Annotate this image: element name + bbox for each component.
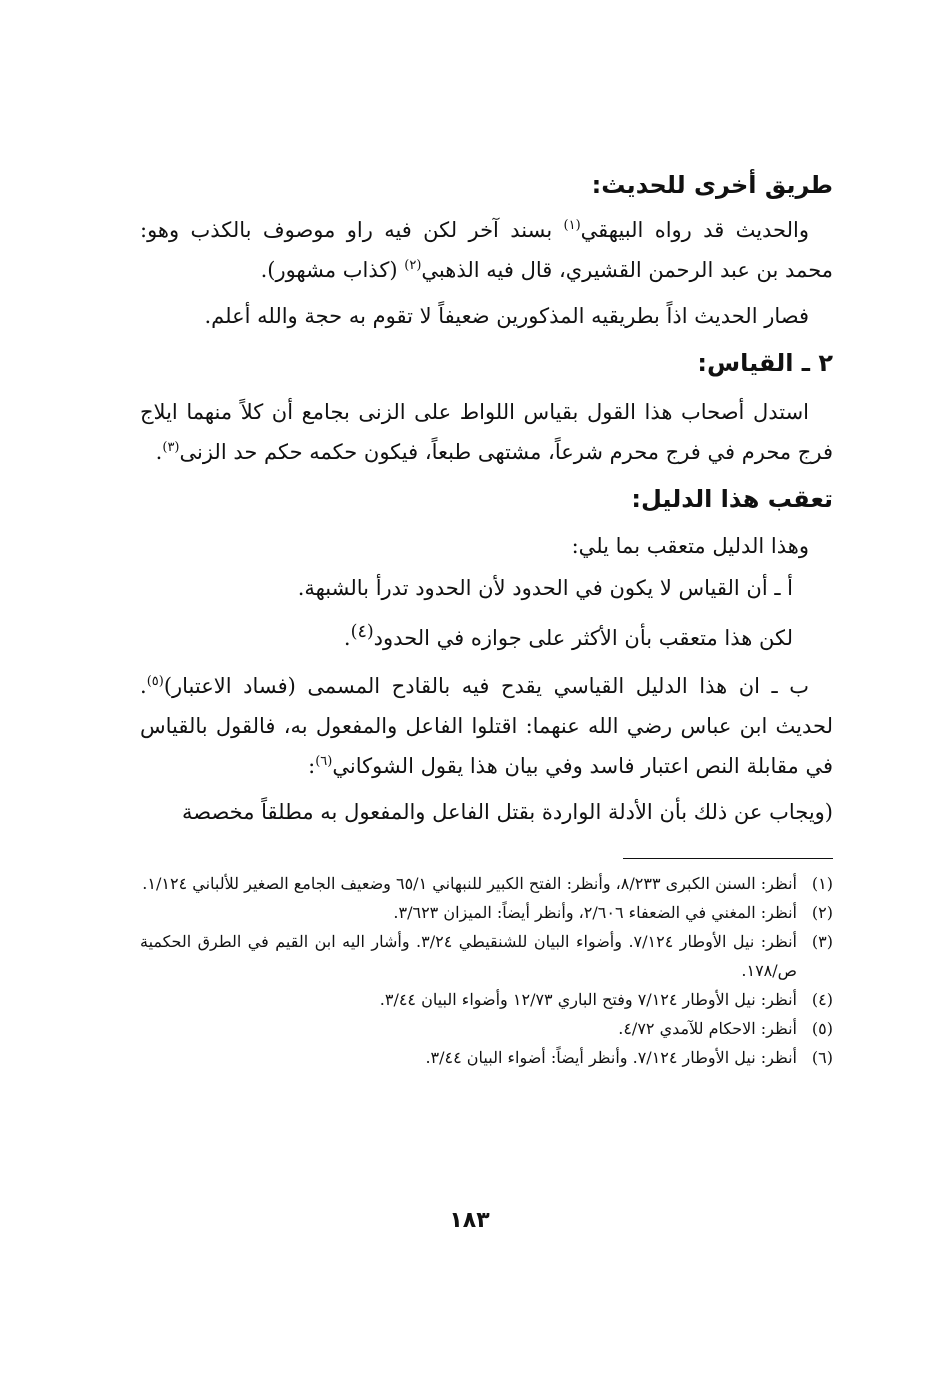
- footnote-number: (١): [811, 874, 833, 893]
- footnote-number: (٤): [811, 990, 833, 1009]
- footnote-text: أنظر: نيل الأوطار ٧/١٢٤. وأضواء البيان للشنقيطي ٣/٢٤. وأشار اليه ابن القيم في الطرق الحكمية ص/١٧٨.: [140, 932, 797, 980]
- footnote-text: أنظر: نيل الأوطار ٧/١٢٤. وأنظر أيضاً: أضواء البيان ٣/٤٤.: [425, 1048, 797, 1067]
- paragraph-text: .: [155, 440, 163, 464]
- list-item-a: أ ـ أن القياس لا يكون في الحدود لأن الحدود تدرأ بالشبهة.: [297, 576, 793, 600]
- heading-critique: تعقب هذا الدليل:: [631, 485, 833, 513]
- paragraph-text: ب ـ ان هذا الدليل القياسي يقدح فيه بالقادح المسمى (فساد الاعتبار): [163, 674, 809, 698]
- footnote-ref-6: (٦): [315, 754, 333, 769]
- paragraph-critique-intro: وهذا الدليل متعقب بما يلي:: [571, 534, 809, 558]
- footnote-ref-4: (٤): [350, 622, 374, 642]
- page-number: ١٨٣: [449, 1208, 490, 1233]
- footnote-item: [140, 927, 833, 985]
- paragraph-shawkani-quote: (ويجاب عن ذلك بأن الأدلة الواردة بقتل الفاعل والمفعول به مطلقاً مخصصة: [182, 800, 833, 824]
- footnote-number: (٢): [811, 903, 833, 922]
- paragraph-text: .: [343, 626, 351, 650]
- footnote-text: أنظر: السنن الكبرى ٨/٢٣٣، وأنظر: الفتح الكبير للنبهاني ٦٥/١ وضعيف الجامع الصغير للألباني ١/١٢٤.: [142, 874, 797, 893]
- footnotes: [140, 869, 833, 1072]
- paragraph-bayhaqi-narration: [140, 210, 833, 290]
- paragraph-text: :: [308, 754, 316, 778]
- paragraph-text: . لحديث ابن عباس رضي الله عنهما: اقتلوا الفاعل والمفعول به، فالقول بالقياس في مقابلة النص اعتبار فاسد وفي بيان هذا يقول الشوكاني: [140, 674, 833, 778]
- footnote-number: (٦): [811, 1048, 833, 1067]
- footnote-item: [140, 985, 833, 1014]
- footnote-text: أنظر: المغني في الضعفاء ٢/٦٠٦، وأنظر أيضاً: الميزان ٣/٦٢٣.: [393, 903, 797, 922]
- footnote-text: أنظر: نيل الأوطار ٧/١٢٤ وفتح الباري ١٢/٧٣ وأضواء البيان ٣/٤٤.: [379, 990, 797, 1009]
- paragraph-text: بسند آخر لكن فيه راو موصوف بالكذب وهو: محمد بن عبد الرحمن القشيري، قال فيه الذهبي: [140, 218, 833, 282]
- footnote-number: (٣): [811, 932, 833, 951]
- footnote-ref-2: (٢): [404, 258, 422, 273]
- list-item-b: [140, 666, 833, 786]
- paragraph-text: (كذاب مشهور).: [260, 258, 405, 282]
- footnote-divider: [623, 858, 833, 859]
- footnote-text: أنظر: الاحكام للآمدي ٤/٧٢.: [618, 1019, 797, 1038]
- heading-another-chain: طريق أخرى للحديث:: [591, 171, 833, 199]
- footnote-item: [140, 898, 833, 927]
- footnote-ref-3: (٣): [162, 440, 180, 455]
- footnote-ref-1: (١): [563, 218, 581, 233]
- paragraph-text: لكن هذا متعقب بأن الأكثر على جوازه في الحدود: [373, 626, 793, 650]
- list-item-a-response: [140, 610, 833, 660]
- heading-analogy: ٢ ـ القياس:: [697, 349, 833, 377]
- paragraph-conclusion: فصار الحديث اذاً بطريقيه المذكورين ضعيفاً لا تقوم به حجة والله أعلم.: [204, 304, 809, 328]
- paragraph-analogy-argument: [140, 392, 833, 472]
- paragraph-text: والحديث قد رواه البيهقي: [580, 218, 809, 242]
- paragraph-text: استدل أصحاب هذا القول بقياس اللواط على الزنى بجامع أن كلاً منهما ايلاج فرج محرم في فرج محرم شرعاً، مشتهى طبعاً، فيكون حكمه حكم حد الزنى: [140, 400, 833, 464]
- footnote-item: [140, 1043, 833, 1072]
- footnote-item: [140, 869, 833, 898]
- footnote-ref-5: (٥): [146, 674, 164, 689]
- footnote-number: (٥): [811, 1019, 833, 1038]
- footnote-item: [140, 1014, 833, 1043]
